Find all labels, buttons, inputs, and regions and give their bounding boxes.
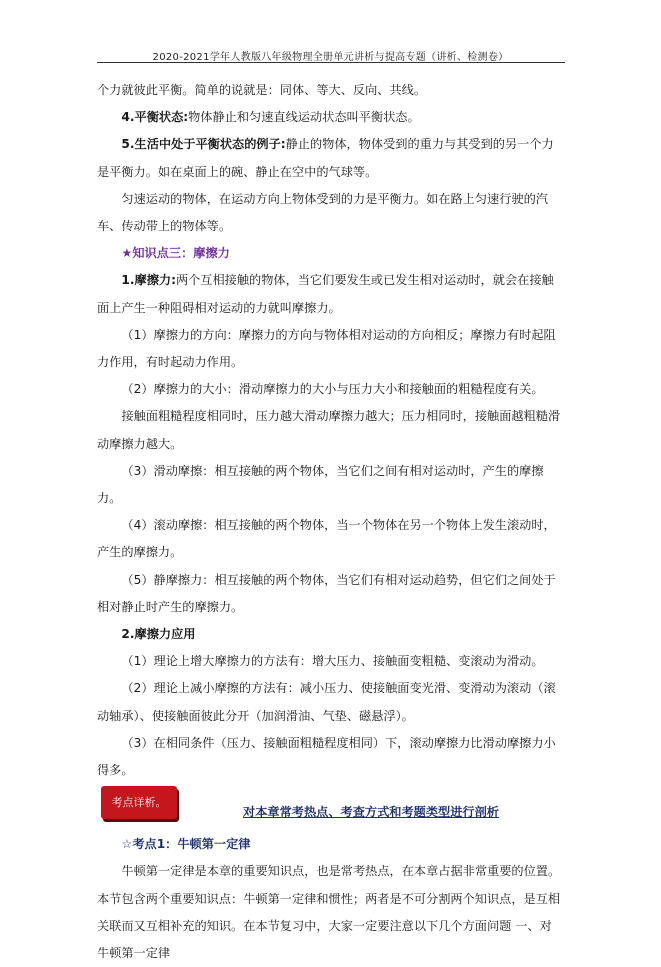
term-text: 两个互相接触的物体，当它们要发生或已发生相对运动时，就会在接触面上产生一种阻碍相对运动的力就叫摩擦力。 xyxy=(97,273,554,315)
kaodian-heading: ☆考点1：牛顿第一定律 xyxy=(121,837,251,852)
paragraph: （4）滚动摩擦：相互接触的两个物体，当一个物体在另一个物体上发生滚动时，产生的摩擦力。 xyxy=(97,518,556,560)
kaodian-badge: 考点详析。 xyxy=(101,786,177,819)
term-label: 1.摩擦力: xyxy=(121,273,176,288)
term-text: 物体静止和匀速直线运动状态叫平衡状态。 xyxy=(188,110,420,125)
paragraph xyxy=(97,267,563,321)
paragraph: （1）理论上增大摩擦力的方法有：增大压力、接触面变粗糙、变滚动为滑动。 xyxy=(121,654,544,669)
paragraph: 接触面粗糙程度相同时，压力越大滑动摩擦力越大；压力相同时，接触面越粗糙滑动摩擦力越大。 xyxy=(97,409,561,451)
paragraph: 牛顿第一定律是本章的重要知识点，也是常考热点，在本章占据非常重要的位置。本节包含两个重要知识点：牛顿第一定律和惯性；两者是不可分割两个知识点，是互相关联而又互相补充的知识。在本节复习中，大家一定要注意以下几个方面问题 一、对牛顿第一定律 xyxy=(97,864,561,961)
paragraph xyxy=(97,104,563,131)
document-body xyxy=(97,77,563,967)
section-banner xyxy=(97,784,563,831)
paragraph: （5）静摩擦力：相互接触的两个物体，当它们有相对运动趋势，但它们之间处于相对静止时产生的摩擦力。 xyxy=(97,572,556,614)
paragraph: （3）滑动摩擦：相互接触的两个物体，当它们之间有相对运动时，产生的摩擦力。 xyxy=(97,463,544,506)
term-label: 5.生活中处于平衡状态的例子: xyxy=(121,137,286,152)
page-header-title: 2020-2021学年人教版八年级物理全册单元讲析与提高专题（讲析、检测卷） xyxy=(152,52,509,63)
paragraph: （3）在相同条件（压力、接触面粗糙程度相同）下，滚动摩擦力比滑动摩擦力小得多。 xyxy=(97,735,556,778)
banner-title: 对本章常考热点、考查方式和考题类型进行剖析 xyxy=(243,805,499,820)
paragraph xyxy=(97,131,563,185)
paragraph: 匀速运动的物体，在运动方向上物体受到的力是平衡力。如在路上匀速行驶的汽车、传动带上的物体等。 xyxy=(97,191,548,234)
paragraph: （2）摩擦力的大小：滑动摩擦力的大小与压力大小和接触面的粗糙程度有关。 xyxy=(121,382,544,397)
paragraph: （1）摩擦力的方向：摩擦力的方向与物体相对运动的方向相反；摩擦力有时起阻力作用，有时起动力作用。 xyxy=(97,327,556,370)
subsection-heading: 2.摩擦力应用 xyxy=(121,627,196,642)
term-label: 4.平衡状态: xyxy=(121,110,189,125)
term-text: 静止的物体，物体受到的重力与其受到的另一个力是平衡力。如在桌面上的碗、静止在空中的气球等。 xyxy=(97,137,554,179)
paragraph: 个力就彼此平衡。简单的说就是：同体、等大、反向、共线。 xyxy=(97,83,427,97)
paragraph: （2）理论上减小摩擦的方法有：减小压力、使接触面变光滑、变滑动为滚动（滚动轴承）、使接触面彼此分开（加润滑油、气垫、磁悬浮）。 xyxy=(97,681,556,723)
header-divider xyxy=(97,62,565,63)
section-heading: ★知识点三：摩擦力 xyxy=(121,246,230,261)
